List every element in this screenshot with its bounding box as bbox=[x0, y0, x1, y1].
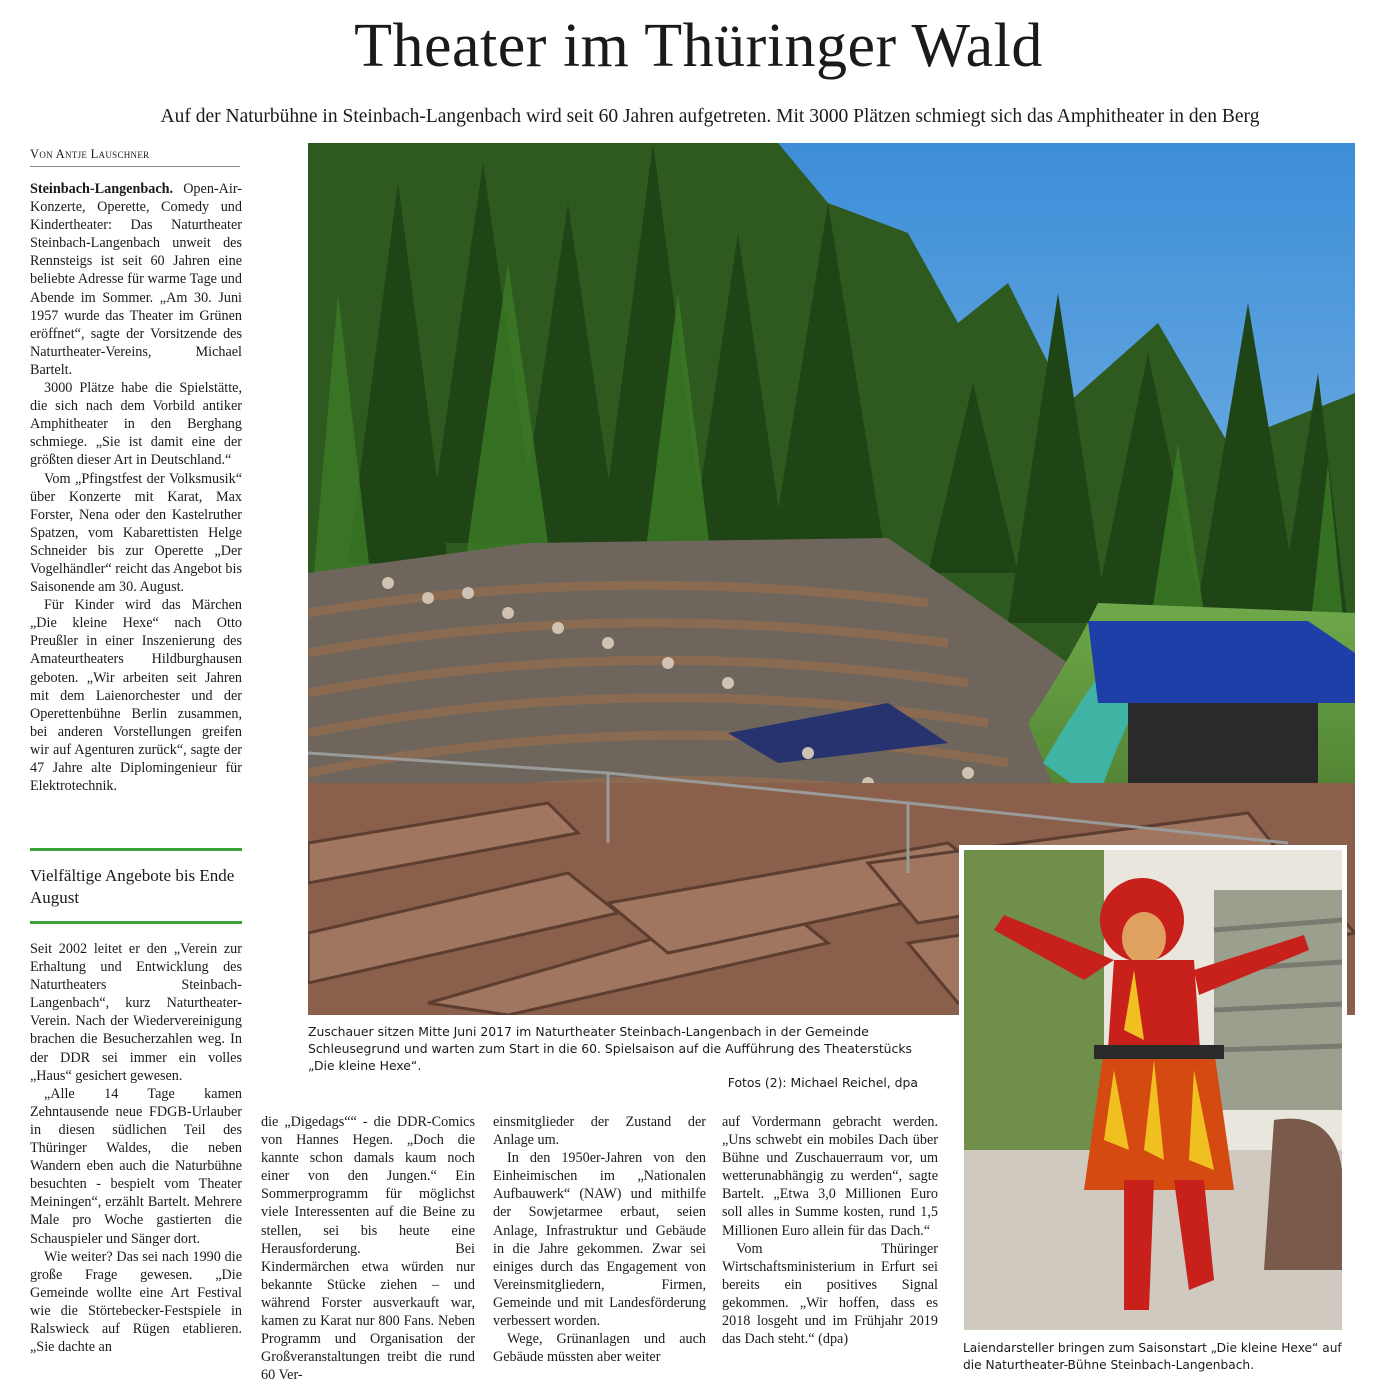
subline: Auf der Naturbühne in Steinbach-Langenbach wird seit 60 Jahren aufgetreten. Mit 3000 Plätzen schmiegt sich das Amphitheater in den Berg bbox=[160, 106, 1260, 127]
photo-caption-main bbox=[308, 1023, 918, 1091]
crosshead: Vielfältige Angebote bis Ende August bbox=[30, 848, 242, 924]
paragraph: Vom Thüringer Wirtschaftsministerium in Erfurt sei bereits ein positives Signal gekommen. „Wir hoffen, dass es 2018 losgeht und im Frühjahr 2019 das Dach steht.“ (dpa) bbox=[722, 1240, 938, 1348]
photo-caption-small: Laiendarsteller bringen zum Saisonstart „Die kleine Hexe“ auf die Naturtheater-Bühne Steinbach-Langenbach. bbox=[963, 1341, 1342, 1372]
dateline: Steinbach-Langenbach. bbox=[30, 181, 174, 197]
paragraph: Für Kinder wird das Märchen „Die kleine Hexe“ nach Otto Preußler in einer Inszenierung des Amateurtheaters Hildburghausen geboten. „Wir arbeiten seit Jahren mit dem Laienorchester und der Operettenbühne Berlin zusammen, bei anderen Vorstellungen greifen wir auf Agenturen zurück“, sagte der 47 Jahre alte Diplomingenieur für Elektrotechnik. bbox=[30, 597, 242, 795]
column-4 bbox=[722, 1113, 938, 1348]
paragraph bbox=[30, 180, 242, 379]
column-1-upper bbox=[30, 180, 242, 795]
paragraph: 3000 Plätze habe die Spielstätte, die sich nach dem Vorbild antiker Amphitheater in den Berghang schmiege. „Sie ist damit eine der größten dieser Art in Deutschland.“ bbox=[30, 380, 242, 469]
column-2 bbox=[261, 1113, 475, 1384]
paragraph: die „Digedags““ - die DDR-Comics von Hannes Hegen. „Doch die kannte schon damals kaum noch einer von den Jungen.“ Ein Sommerprogramm für möglichst viele Interessenten auf die Beine zu stellen, sei bis heute eine Herausforderung. Bei Kindermärchen etwa würden nur bekannte Stücke ziehen – und während Forster ausverkauft war, kamen zu Karat nur 800 Fans. Neben Programm und Organisation der Großveranstaltungen treibt die rund 60 Ver- bbox=[261, 1114, 475, 1384]
byline: Von Antje Lauschner bbox=[30, 146, 240, 167]
paragraph: „Alle 14 Tage kamen Zehntausende neue FDGB-Urlauber in diesen südlichen Teil des Thüringer Waldes, die neben Wandern eben auch die Naturbühne besuchten - bespielt vom Theater Meiningen“, erzählt Bartelt. Mehrere Male pro Woche gastierten die Schauspieler und Sänger dort. bbox=[30, 1085, 242, 1247]
caption-text: Zuschauer sitzen Mitte Juni 2017 im Naturtheater Steinbach-Langenbach in der Gemeinde Schleusegrund und warten zum Start in die 60. Spielsaison auf die Aufführung des Theaterstücks „Die kleine Hexe“. bbox=[308, 1024, 912, 1073]
headline: Theater im Thüringer Wald bbox=[354, 12, 1043, 80]
paragraph: Seit 2002 leitet er den „Verein zur Erhaltung und Entwicklung des Naturtheaters Steinbach-Langenbach“, kurz Naturtheater-Verein. Nach der Wiedervereinigung brachen die Besucherzahlen weg. In der DDR sei immer ein volles „Haus“ gesichert gewesen. bbox=[30, 941, 242, 1084]
column-3 bbox=[493, 1113, 706, 1366]
column-1-lower bbox=[30, 940, 242, 1356]
paragraph: In den 1950er-Jahren von den Einheimischen im „Nationalen Aufbauwerk“ (NAW) und mithilfe der Sowjetarmee erbaut, seien Anlage, Infrastruktur und Gebäude in die Jahre gekommen. Zwar sei einiges durch das Engagement von Vereinsmitgliedern, Firmen, Gemeinde und mit Landesförderung verbessert worden. bbox=[493, 1150, 706, 1330]
paragraph: auf Vordermann gebracht werden. „Uns schwebt ein mobiles Dach über Bühne und Zuschauerraum vor, um wetterunabhängig zu werden“, sagte Bartelt. „Etwa 3,0 Millionen Euro soll alles in Summe kosten, rund 1,5 Millionen Euro allein für das Dach.“ bbox=[722, 1114, 938, 1239]
paragraph-text: Open-Air-Konzerte, Operette, Comedy und Kindertheater: Das Naturtheater Steinbach-Langenbach unweit des Rennsteigs ist seit 60 Jahren eine beliebte Adresse für warme Tage und Abende im Sommer. „Am 30. Juni 1957 wurde das Theater im Grünen eröffnet“, sagte der Vorsitzende des Naturtheater-Vereins, Michael Bartelt. bbox=[30, 181, 242, 378]
paragraph: Wege, Grünanlagen und auch Gebäude müssten aber weiter bbox=[493, 1331, 706, 1366]
photo-credit: Fotos (2): Michael Reichel, dpa bbox=[727, 1075, 918, 1090]
witch-actor-photo bbox=[959, 845, 1347, 1335]
paragraph: Wie weiter? Das sei nach 1990 die große Frage gewesen. „Die Gemeinde wollte eine Art Festival wie die Störtebecker-Festspiele in Ralswieck auf Rügen etablieren. „Sie dachte an bbox=[30, 1248, 242, 1356]
paragraph: einsmitglieder der Zustand der Anlage um. bbox=[493, 1114, 706, 1149]
paragraph: Vom „Pfingstfest der Volksmusik“ über Konzerte mit Karat, Max Forster, Nena oder den Kastelruther Spatzen, vom Kabarettisten Helge Schneider bis zur Operette „Der Vogelhändler“ reicht das Angebot bis Saisonende am 30. August. bbox=[30, 470, 242, 596]
